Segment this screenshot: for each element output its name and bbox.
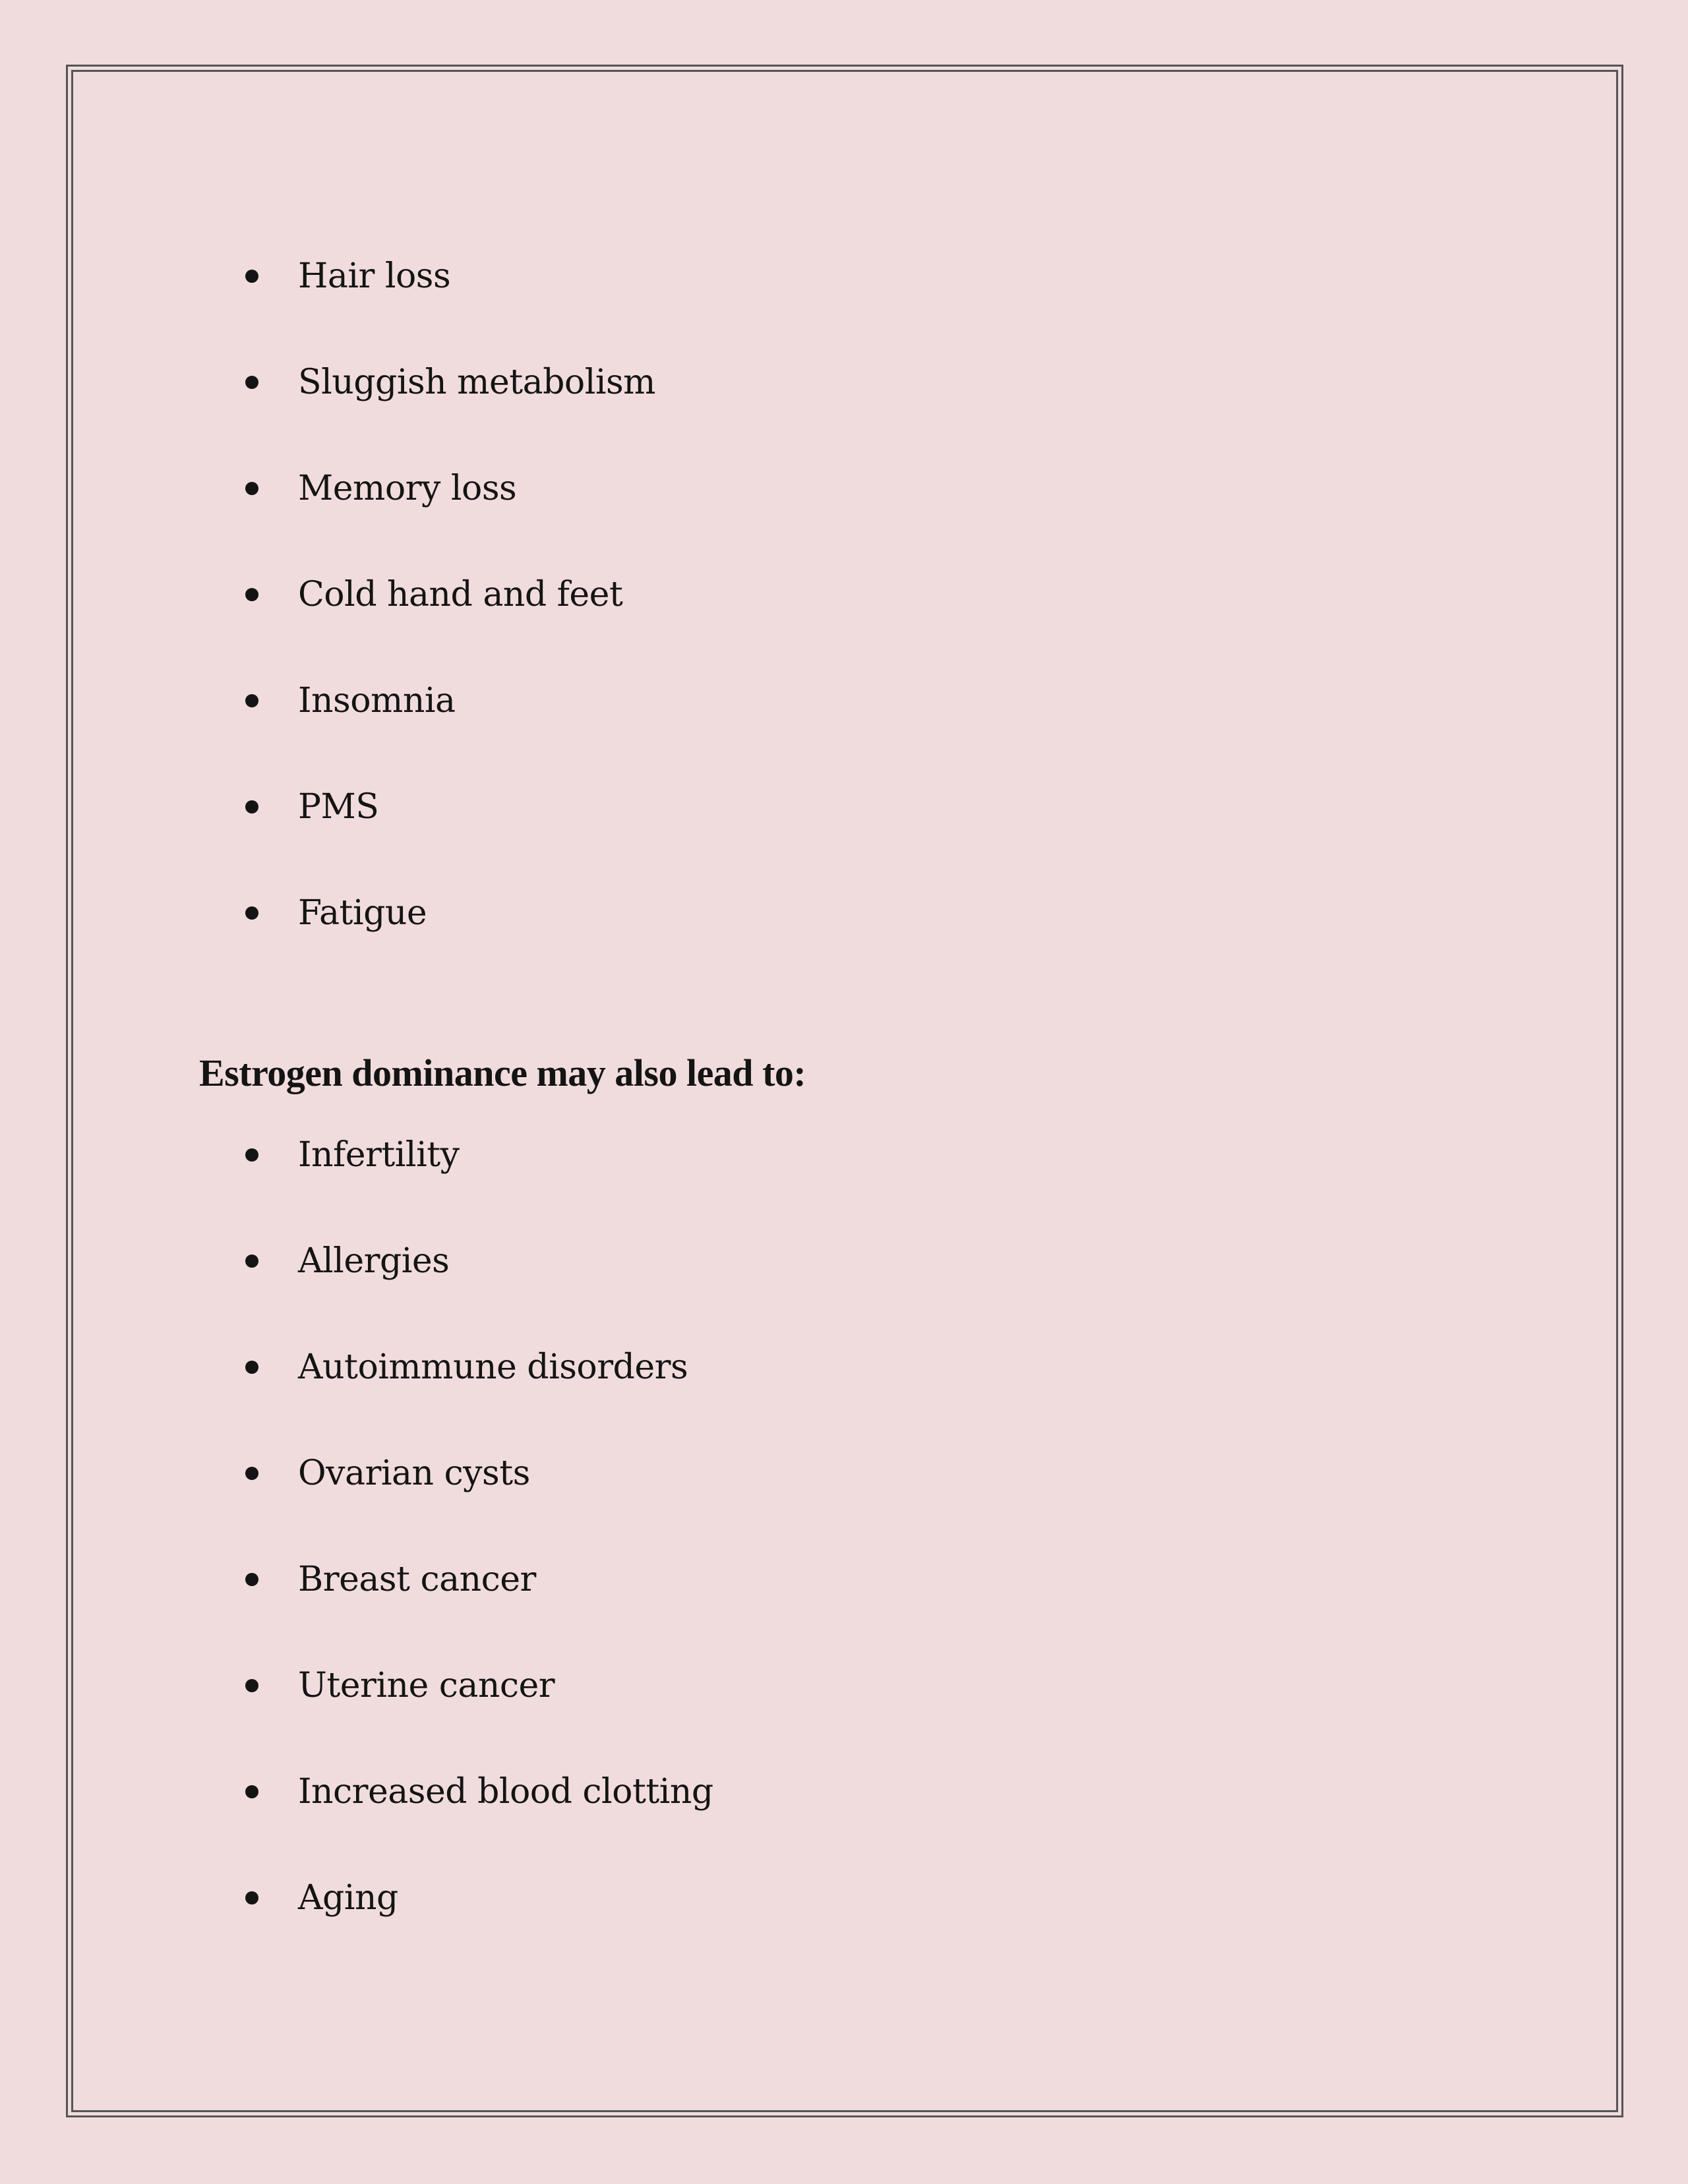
bullet-icon: [245, 482, 258, 495]
list-item-text: Infertility: [298, 1135, 460, 1175]
list-item-text: PMS: [298, 787, 379, 827]
list-item-text: Autoimmune disorders: [298, 1347, 688, 1387]
bullet-icon: [245, 1254, 258, 1268]
section-heading: Estrogen dominance may also lead to:: [199, 1051, 806, 1094]
list-item-text: Uterine cancer: [298, 1666, 555, 1705]
list-item-text: Cold hand and feet: [298, 575, 623, 614]
list-item-text: Ovarian cysts: [298, 1454, 530, 1493]
bullet-icon: [245, 588, 258, 601]
list-item-text: Increased blood clotting: [298, 1772, 713, 1812]
bullet-icon: [245, 1467, 258, 1480]
list-item-text: Allergies: [298, 1241, 450, 1281]
bullet-icon: [245, 270, 258, 283]
bullet-icon: [245, 1361, 258, 1374]
bullet-icon: [245, 694, 258, 707]
bullet-icon: [245, 376, 258, 389]
bullet-icon: [245, 1148, 258, 1162]
bullet-icon: [245, 1573, 258, 1586]
list-item-text: Hair loss: [298, 256, 451, 296]
bullet-icon: [245, 906, 258, 920]
list-item-text: Sluggish metabolism: [298, 363, 655, 402]
bullet-icon: [245, 800, 258, 813]
bullet-icon: [245, 1891, 258, 1904]
list-item-text: Breast cancer: [298, 1560, 536, 1599]
list-item-text: Insomnia: [298, 681, 456, 721]
list-item-text: Fatigue: [298, 893, 427, 933]
list-item-text: Memory loss: [298, 469, 517, 508]
list-item-text: Aging: [298, 1878, 398, 1918]
bullet-icon: [245, 1785, 258, 1798]
bullet-icon: [245, 1679, 258, 1692]
